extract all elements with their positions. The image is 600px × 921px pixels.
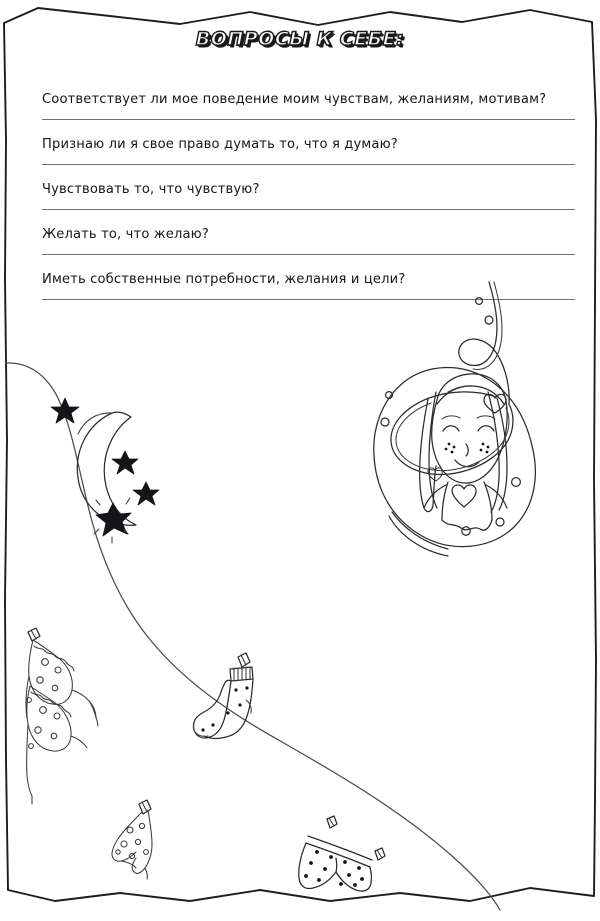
question-text-5: Иметь собственные потребности, желания и цели? [42, 272, 406, 287]
page-title: ВОПРОСЫ К СЕБЕ: [195, 28, 405, 50]
question-rule-1 [42, 119, 575, 120]
crescent-moon-icon [77, 412, 136, 525]
bra-flowers [27, 659, 61, 749]
question-rule-4 [42, 254, 575, 255]
question-row-4 [42, 211, 575, 255]
question-text-3: Чувствовать то, что чувствую? [42, 182, 260, 197]
star-icon-4-sparkle [94, 498, 131, 543]
question-row-5 [42, 256, 575, 300]
question-row-1 [42, 76, 575, 120]
question-text-4: Желать то, что желаю? [42, 227, 209, 242]
blush-dots [445, 443, 489, 453]
sock-dots [202, 687, 248, 731]
sock-doodle [193, 653, 253, 738]
question-rule-2 [42, 164, 575, 165]
shorts-doodle [299, 816, 385, 891]
star-icon-1 [51, 398, 79, 423]
shorts-dots [305, 851, 364, 887]
bra-doodle [26, 628, 98, 804]
question-rule-5 [42, 299, 575, 300]
question-text-2: Признаю ли я свое право думать то, что я думаю? [42, 137, 398, 152]
clothesline-icon [6, 363, 500, 910]
star-icon-2 [112, 451, 138, 474]
panties-flowers [116, 823, 149, 858]
question-row-3 [42, 166, 575, 210]
question-rule-3 [42, 209, 575, 210]
stars-group [51, 398, 159, 543]
question-row-2 [42, 121, 575, 165]
panties-doodle [112, 800, 152, 879]
star-icon-3 [133, 482, 159, 505]
girl-doodle [374, 282, 536, 556]
question-text-1: Соответствует ли мое поведение моим чувствам, желаниям, мотивам? [42, 92, 547, 107]
